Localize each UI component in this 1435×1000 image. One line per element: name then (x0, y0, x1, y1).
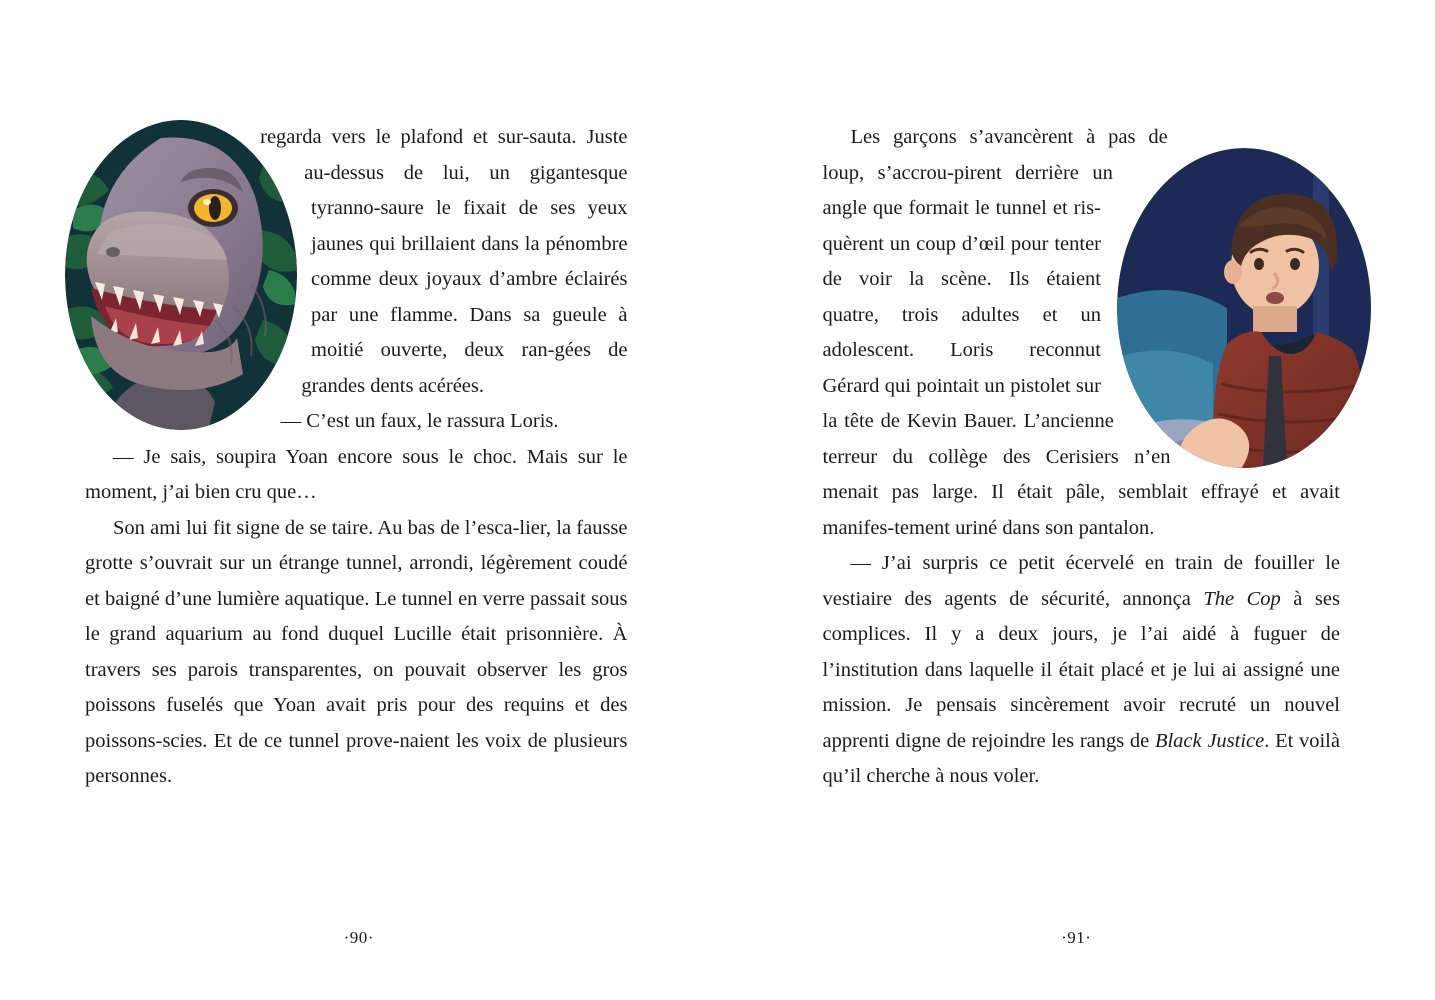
segment-text: à ses complices. Il y a deux jours, je l’ai aidé à fuguer de l’institution dans laquelle il était placé et je lui ai assigné une mission. Je pensais sincèrement avoir recruté un nouvel apprenti digne de rejoindre les rangs de (822, 587, 1340, 752)
title-the-cop: The Cop (1203, 587, 1281, 610)
paragraph-with-italics (823, 546, 1341, 795)
paragraph: — Je sais, soupira Yoan encore sous le choc. Mais sur le moment, j’ai bien cru que… (85, 445, 628, 503)
boy-held-at-gunpoint-illustration (1117, 148, 1372, 468)
paragraph: regarda vers le plafond et sur-sauta. Juste au-dessus de lui, un gigantesque tyranno-saure le fixait de ses yeux jaunes qui brillaient dans la pénombre comme deux joyaux d’ambre éclairés par une flamme. Dans sa gueule à moitié ouverte, deux ran-gées de grandes dents acérées. (260, 126, 628, 397)
title-black-justice: Black Justice (1154, 729, 1265, 752)
paragraph: — C’est un faux, le rassura Loris. (280, 410, 559, 432)
page-number-right: ·91· (1061, 928, 1092, 947)
tyrannosaurus-rex-illustration (65, 120, 297, 430)
paragraph: Son ami lui fit signe de se taire. Au bas de l’esca-lier, la fausse grotte s’ouvrait sur un étrange tunnel, arrondi, légèrement coudé et baigné d’une lumière aquatique. Le tunnel en verre passait sous le grand aquarium au fond duquel Lucille était prisonnière. À travers ses parois transparentes, on pouvait observer les gros poissons fuselés que Yoan avait pris pour des requins et des poissons-scies. Et de ce tunnel prove-naient les voix de plusieurs personnes. (85, 516, 628, 787)
page-number-left: ·90· (343, 928, 374, 947)
segment-text: — J’ai surpris ce petit écervelé en train de fouiller le vestiaire des agents de sécurité, annonça (822, 552, 1340, 610)
right-page-body (823, 120, 1341, 795)
segment-text: . Et voilà qu’il cherche à nous voler. (822, 729, 1340, 787)
right-page (718, 0, 1435, 1000)
paragraph: Les garçons s’avancèrent à pas de loup, s’accrou-pirent derrière un angle que formait le tunnel et ris-quèrent un coup d’œil pour tenter de voir la scène. Ils étaient quatre, trois adultes et un adolescent. Loris reconnut Gérard qui pointait un pistolet sur la tête de Kevin Bauer. L’ancienne terreur du collège des Cerisiers n’en menait pas large. Il était pâle, semblait effrayé et avait manifes-tement uriné dans son pantalon. (822, 126, 1340, 539)
